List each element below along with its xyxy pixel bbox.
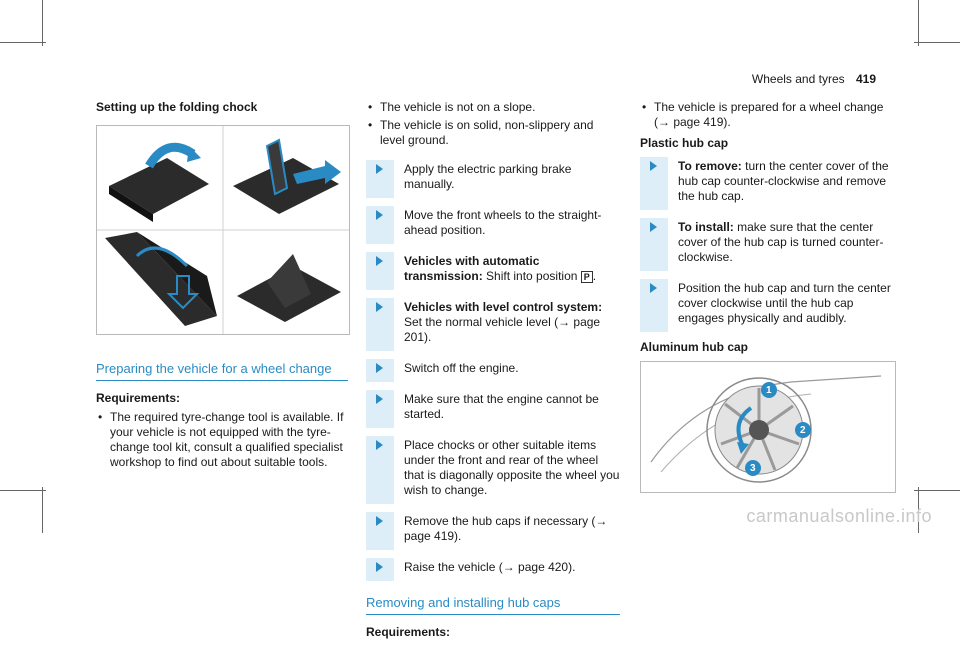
step-arrow-icon xyxy=(640,157,668,210)
crop-mark xyxy=(918,0,919,46)
step-body: make sure that the center cover of the hub cap is turned counter-clockwise. xyxy=(678,220,884,264)
aluminum-hub-cap-figure xyxy=(640,361,896,493)
section-title-hub-caps: Removing and installing hub caps xyxy=(366,595,620,615)
crop-mark xyxy=(914,42,960,43)
step-text: Apply the electric parking brake manually. xyxy=(404,162,572,191)
step-item xyxy=(366,436,620,504)
callout-2-label: 2 xyxy=(800,425,806,436)
step-bold-label: To install: xyxy=(678,220,734,234)
crop-mark xyxy=(0,490,46,491)
step-item xyxy=(366,558,620,581)
step-text: Position the hub cap and turn the center cover clockwise until the hub cap engages physically and audibly. xyxy=(678,281,891,325)
step-arrow-icon xyxy=(640,218,668,271)
callout-3-label: 3 xyxy=(750,463,756,474)
step-arrow-icon xyxy=(366,252,394,290)
column-3 xyxy=(640,100,894,493)
folding-chock-figure xyxy=(96,125,350,335)
step-item xyxy=(640,218,894,271)
step-item xyxy=(366,206,620,244)
step-bold-label: Vehicles with level control system: xyxy=(404,300,603,314)
step-text xyxy=(668,157,894,210)
watermark: carmanualsonline.info xyxy=(746,506,932,526)
step-text: Raise the vehicle (→ page 420). xyxy=(404,560,576,574)
list-item: • The vehicle is on solid, non-slippery and level ground. xyxy=(366,118,620,148)
step-arrow-icon xyxy=(366,558,394,581)
step-arrow-icon xyxy=(366,298,394,351)
step-text xyxy=(394,252,620,290)
running-header xyxy=(752,72,876,86)
step-item xyxy=(366,252,620,290)
crop-mark xyxy=(914,490,960,491)
step-arrow-icon xyxy=(366,206,394,244)
step-arrow-icon xyxy=(366,512,394,550)
wheel-illustration xyxy=(641,362,895,492)
list-item: • The required tyre-change tool is available. If your vehicle is not equipped with the tyre-change tool kit, consult a qualified specialist workshop to find out about suitable tools. xyxy=(96,410,348,470)
page-number: 419 xyxy=(855,72,876,86)
step-body-end: . xyxy=(592,269,597,283)
step-arrow-icon xyxy=(366,390,394,428)
step-item xyxy=(640,279,894,332)
step-text xyxy=(394,298,620,351)
park-position-symbol: P xyxy=(581,271,593,283)
step-bold-label: To remove: xyxy=(678,159,742,173)
step-item xyxy=(640,157,894,210)
requirements-label: Requirements: xyxy=(96,391,181,405)
step-text: Place chocks or other suitable items under the front and rear of the wheel that is diagonally opposite the wheel you wish to change. xyxy=(404,438,620,497)
crop-mark xyxy=(42,487,43,533)
callout-1-label: 1 xyxy=(766,385,772,396)
step-text: Switch off the engine. xyxy=(404,361,519,375)
aluminum-hub-cap-title: Aluminum hub cap xyxy=(640,340,748,354)
column-2 xyxy=(366,100,620,650)
step-item xyxy=(366,298,620,351)
requirements-label: Requirements: xyxy=(366,625,451,639)
step-body: turn the center cover of the hub cap counter-clockwise and remove the hub cap. xyxy=(678,159,889,203)
plastic-hub-cap-title: Plastic hub cap xyxy=(640,136,729,150)
step-arrow-icon xyxy=(366,436,394,504)
step-item xyxy=(366,359,620,382)
step-arrow-icon xyxy=(366,160,394,198)
step-text: Remove the hub caps if necessary (→ page 419). xyxy=(404,514,608,543)
column-1 xyxy=(96,100,348,473)
step-item xyxy=(366,160,620,198)
list-item: • The vehicle is not on a slope. xyxy=(366,100,620,115)
crop-mark xyxy=(42,0,43,46)
step-body: Shift into position xyxy=(486,269,578,283)
step-text: Make sure that the engine cannot be started. xyxy=(404,392,599,421)
list-item: • The vehicle is prepared for a wheel change (→ page 419). xyxy=(640,100,894,130)
step-arrow-icon xyxy=(640,279,668,332)
step-body: Set the normal vehicle level (→ page 201). xyxy=(404,315,601,344)
step-item xyxy=(366,512,620,550)
step-bold-label: Vehicles with automatic transmission: xyxy=(404,254,540,283)
section-title-preparing: Preparing the vehicle for a wheel change xyxy=(96,361,348,381)
step-text: Move the front wheels to the straight-ahead position. xyxy=(404,208,602,237)
step-item xyxy=(366,390,620,428)
step-text xyxy=(668,218,894,271)
step-arrow-icon xyxy=(366,359,394,382)
folding-chock-illustration xyxy=(97,126,349,334)
folding-chock-title: Setting up the folding chock xyxy=(96,100,258,114)
crop-mark xyxy=(0,42,46,43)
header-section: Wheels and tyres xyxy=(751,72,845,86)
